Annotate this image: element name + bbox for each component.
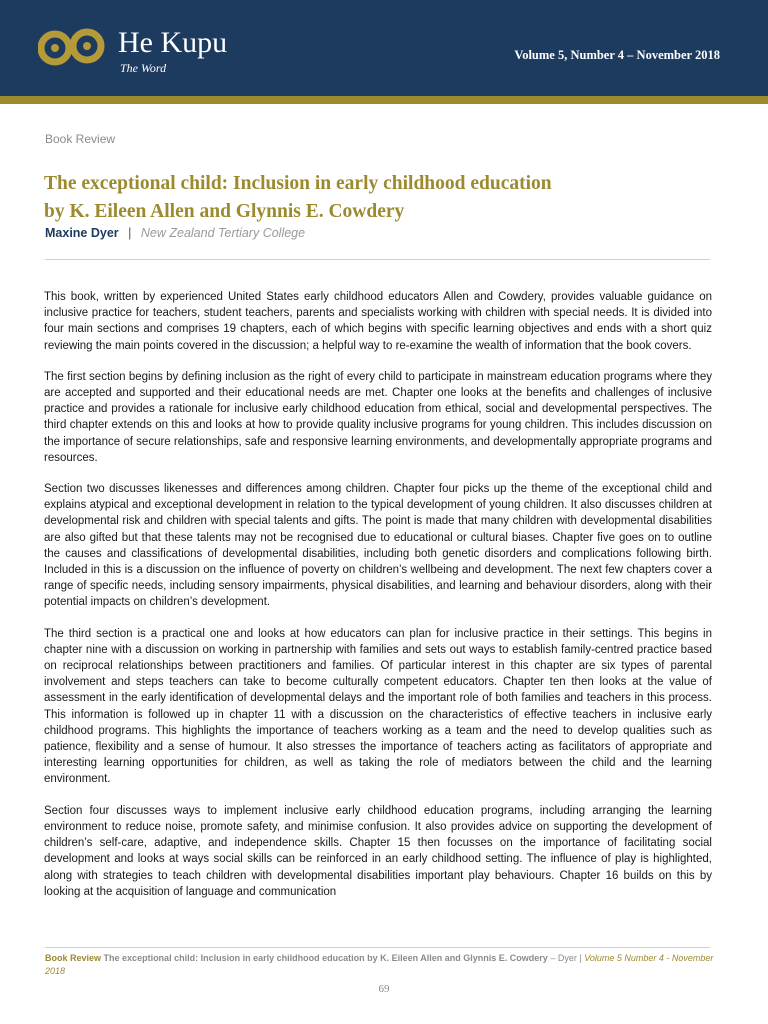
footer-issue: Volume 5 Number 4 - November 2018 xyxy=(45,953,714,976)
article-body xyxy=(44,289,712,945)
article-title-line-2: by K. Eileen Allen and Glynnis E. Cowdery xyxy=(44,201,405,222)
journal-title: He Kupu xyxy=(118,26,228,59)
paragraph: This book, written by experienced United States early childhood educators Allen and Cowdery, provides valuable guidance on inclusive practice for teachers, student teachers, parents and specialists working with children with special needs. It is divided into four main sections and comprises 19 chapters, each of which begins with specific learning objectives and ends with a short quiz reviewing the main points covered in the discussion; a helpful way to re-examine the wealth of information that the book covers. xyxy=(44,291,712,352)
footer-author: – Dyer | xyxy=(550,953,582,963)
footer-title: The exceptional child: Inclusion in early childhood education by K. Eileen Allen and Glynnis E. Cowdery xyxy=(103,953,548,963)
running-footer xyxy=(45,952,725,978)
journal-subtitle: The Word xyxy=(120,61,167,75)
article-title-line-1: The exceptional child: Inclusion in early childhood education xyxy=(44,173,552,194)
footer-section: Book Review xyxy=(45,953,102,963)
header-accent-bar xyxy=(0,96,768,104)
issue-info: Volume 5, Number 4 – November 2018 xyxy=(514,48,720,62)
he-kupu-logo-icon xyxy=(38,26,106,68)
paragraph: The first section begins by defining inclusion as the right of every child to participate in mainstream education programs where they are accepted and supported and their educational needs are met. Chapter one looks at the benefits and challenges of inclusive practice and provides a rationale for inclusive early childhood education from ethical, social and developmental perspectives. The third chapter extends on this and looks at how to provide quality inclusive programs for young children. This includes discussion on the importance of secure relationships, safe and responsive learning environments, and developmentally appropriate programs and resources. xyxy=(44,370,712,464)
author-affiliation: New Zealand Tertiary College xyxy=(140,226,306,240)
paragraph: Section two discusses likenesses and differences among children. Chapter four picks up the theme of the exceptional child and explains atypical and exceptional development in relation to the typical development of young children. It also discusses children at developmental risk and children with special talents and gifts. The point is made that many children with developmental disabilities are also gifted but that these talents may not be recognised due to educational or cultural biases. Chapter five goes on to outline the causes and classifications of developmental disabilities, including both genetic disorders and complications following birth. Included in this is a discussion on the influence of poverty on children’s wellbeing and development. The next few chapters cover a range of specific needs, including sensory impairments, physical disabilities, and learning and behaviour disorders, along with their potential impacts on children’s development. xyxy=(44,483,712,609)
page-number: 69 xyxy=(378,983,390,995)
author-name: Maxine Dyer xyxy=(45,226,119,240)
section-label: Book Review xyxy=(45,132,116,146)
paragraph: Section four discusses ways to implement inclusive early childhood education programs, including arranging the learning environment to reduce noise, promote safety, and minimise confusion. It also provides advice on supporting the development of children’s self-care, adaptive, and independence skills. Chapter 15 then focusses on the importance of facilitating social development and looks at ways social skills can be reinforced in an early childhood setting. The influence of play is highlighted, along with strategies to teach children with developmental disabilities important play behaviours. Chapter 16 builds on this by looking at the acquisition of language and communication xyxy=(44,804,712,898)
divider xyxy=(45,259,710,260)
article-title xyxy=(44,170,734,226)
byline-separator: | xyxy=(128,226,132,240)
byline xyxy=(45,226,305,240)
footer-divider xyxy=(45,947,710,948)
masthead xyxy=(0,0,768,96)
paragraph: The third section is a practical one and looks at how educators can plan for inclusive practice in their settings. This begins in chapter nine with a discussion on working in partnership with families and sets out ways to establish family-centred practice based on reciprocal relationships between practitioners and families. Of particular interest in this chapter are six types of parental involvement and steps teachers can take to become culturally competent educators. Chapter ten then looks at the value of assessment in the early identification of developmental delays and the important role of both families and teachers in this process. This information is followed up in chapter 11 with a discussion on the characteristics of effective teachers in inclusive early childhood programs. This highlights the importance of teachers working as a team and the need to develop qualities such as patience, flexibility and a sense of humour. It also stresses the importance of teachers acting as facilitators of appropriate and interesting learning opportunities for children, as well as taking the role of mediators between the child and the learning environment. xyxy=(44,627,712,786)
